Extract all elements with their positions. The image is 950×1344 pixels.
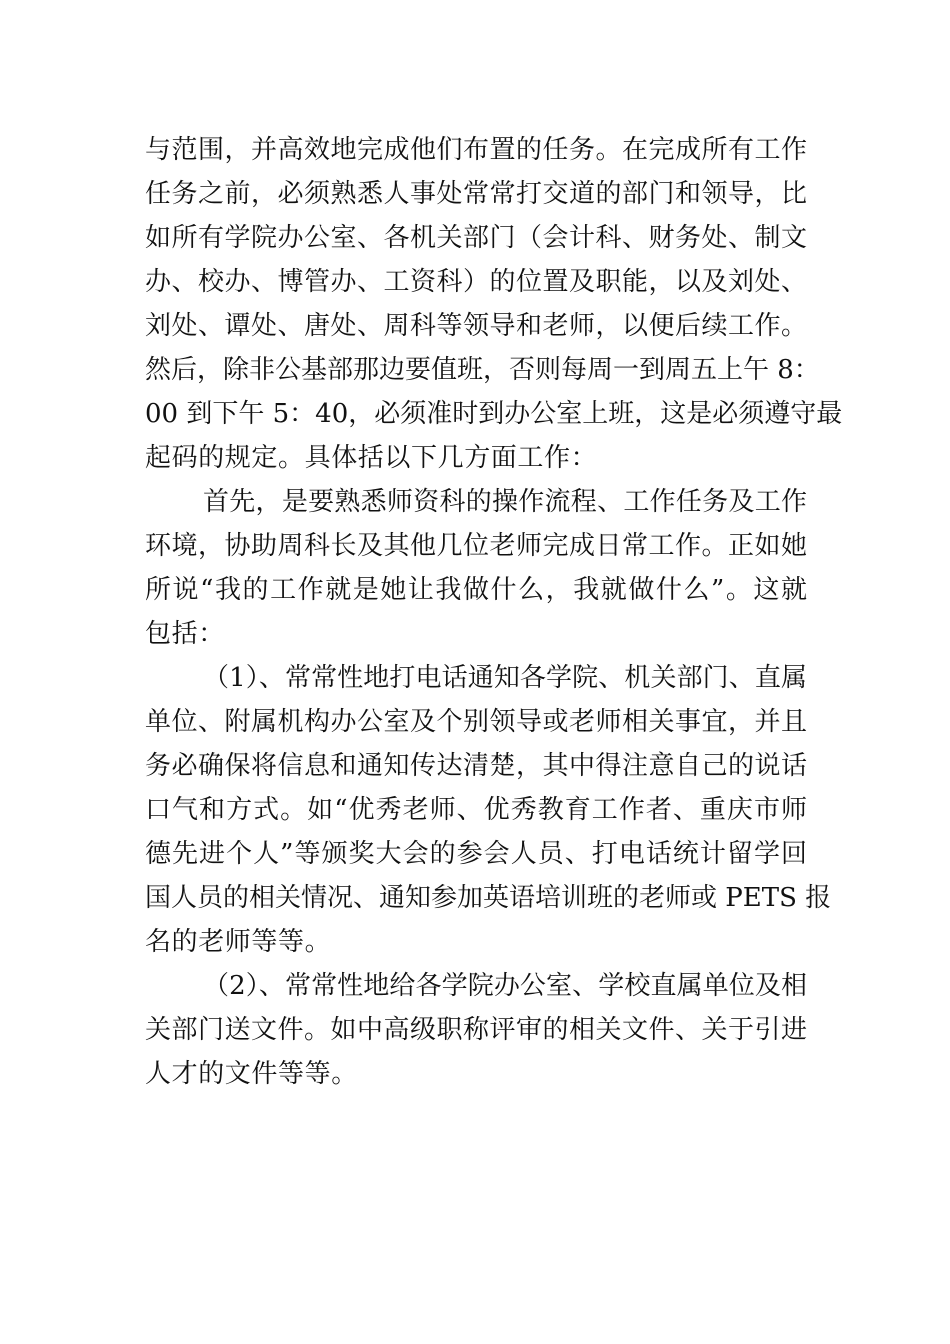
text-line: 德先进个人”等颁奖大会的参会人员、打电话统计留学回 — [145, 839, 807, 869]
text-line: 包括： — [145, 619, 225, 649]
text-line: 首先，是要熟悉师资科的操作流程、工作任务及工作 — [203, 487, 807, 517]
text-line: 环境，协助周科长及其他几位老师完成日常工作。正如她 — [145, 531, 807, 561]
text-line: 起码的规定。具体括以下几方面工作： — [145, 443, 598, 473]
text-line: 刘处、谭处、唐处、周科等领导和老师，以便后续工作。 — [145, 311, 807, 341]
text-line: 然后，除非公基部那边要值班，否则每周一到周五上午 8： — [145, 355, 820, 385]
text-line: （2）、常常性地给各学院办公室、学校直属单位及相 — [203, 971, 807, 1001]
text-line: 关部门送文件。如中高级职称评审的相关文件、关于引进 — [145, 1015, 807, 1045]
text-line: 如所有学院办公室、各机关部门（会计科、财务处、制文 — [145, 223, 807, 253]
text-line: 口气和方式。如“优秀老师、优秀教育工作者、重庆市师 — [145, 795, 807, 825]
text-line: 名的老师等等。 — [145, 927, 332, 957]
text-line: 务必确保将信息和通知传达清楚，其中得注意自己的说话 — [145, 751, 807, 781]
paragraph-3 — [145, 656, 832, 964]
paragraph-1 — [145, 128, 843, 480]
text-line: 办、校办、博管办、工资科）的位置及职能，以及刘处、 — [145, 267, 807, 297]
text-line: 国人员的相关情况、通知参加英语培训班的老师或 PETS 报 — [145, 883, 832, 913]
text-line: 单位、附属机构办公室及个别领导或老师相关事宜，并且 — [145, 707, 807, 737]
text-line: 与范围，并高效地完成他们布置的任务。在完成所有工作 — [145, 135, 807, 165]
text-line: 00 到下午 5：40，必须准时到办公室上班，这是必须遵守最 — [145, 399, 843, 429]
document-body — [145, 128, 843, 1096]
text-line: 所说“我的工作就是她让我做什么，我就做什么”。这就 — [145, 575, 807, 605]
text-line: 任务之前，必须熟悉人事处常常打交道的部门和领导，比 — [145, 179, 807, 209]
text-line: （1）、常常性地打电话通知各学院、机关部门、直属 — [203, 663, 807, 693]
paragraph-4 — [145, 964, 807, 1096]
paragraph-2 — [145, 480, 807, 656]
text-line: 人才的文件等等。 — [145, 1059, 358, 1089]
